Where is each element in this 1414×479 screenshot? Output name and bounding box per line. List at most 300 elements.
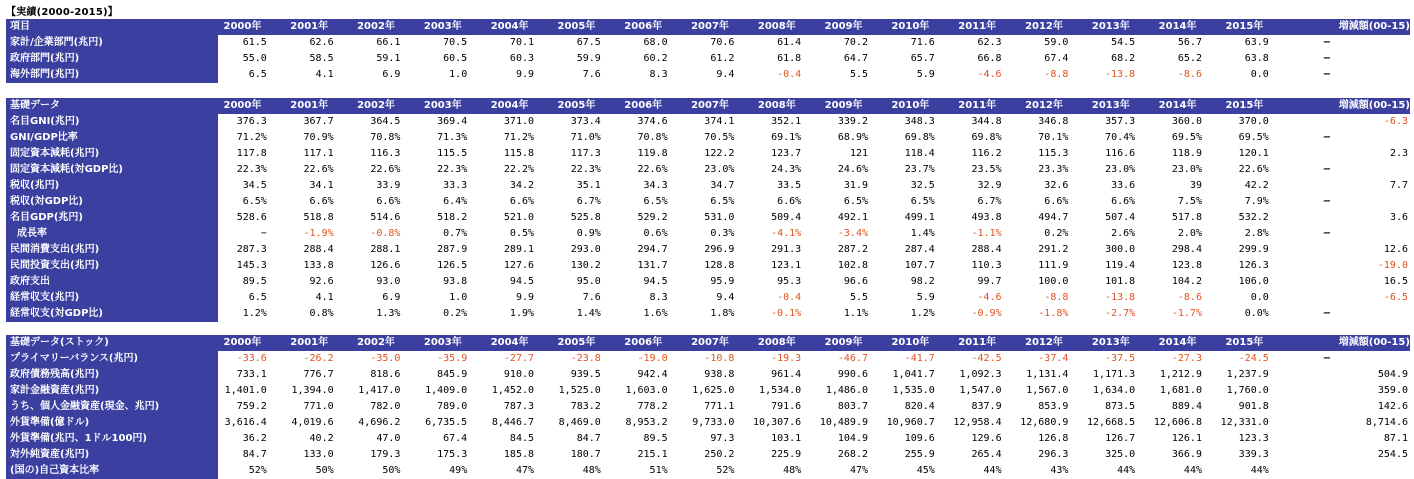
value-cell: 180.7 (570, 449, 601, 460)
value-cell: 374.1 (704, 116, 735, 127)
value-cell: 5.9 (916, 69, 935, 80)
value-cell: 0.9% (576, 228, 601, 239)
value-cell: 69.8% (904, 132, 935, 143)
value-cell: 529.2 (637, 212, 668, 223)
value-cell: 117.8 (236, 148, 267, 159)
value-cell: 60.5 (443, 53, 468, 64)
value-cell: 61.5 (242, 37, 267, 48)
value-cell: 759.2 (236, 401, 267, 412)
column-header: 2002年 (352, 19, 419, 35)
value-cell: 58.5 (309, 53, 334, 64)
value-cell: 115.3 (1038, 148, 1069, 159)
value-cell: 265.4 (971, 449, 1002, 460)
value-cell: 942.4 (637, 369, 668, 380)
value-cell: 9.9 (515, 292, 535, 303)
basic-data-table (6, 98, 1410, 322)
value-cell: 288.4 (971, 244, 1002, 255)
value-cell: 70.8% (370, 132, 401, 143)
value-cell: 778.2 (637, 401, 668, 412)
value-cell: 175.3 (437, 449, 468, 460)
row-label: プライマリーバランス(兆円) (6, 351, 218, 367)
value-cell: 9,733.0 (692, 417, 735, 428)
column-header: 2012年 (1020, 335, 1087, 351)
value-cell: 71.6 (910, 37, 935, 48)
value-cell: 12,958.4 (953, 417, 1002, 428)
value-cell: 357.3 (1105, 116, 1136, 127)
row-label: 名目GNI(兆円) (6, 114, 218, 130)
change-cell: − (1322, 53, 1332, 64)
column-header: 2009年 (819, 98, 886, 114)
value-cell: 12,331.0 (1220, 417, 1269, 428)
column-header: 2013年 (1086, 335, 1153, 351)
value-cell: 4.1 (315, 69, 334, 80)
column-header: 2005年 (552, 19, 619, 35)
value-cell: -0.4 (777, 292, 802, 303)
value-cell: 118.4 (904, 148, 935, 159)
value-cell: 6.4% (443, 196, 468, 207)
value-cell: 364.5 (370, 116, 401, 127)
value-cell: 104.9 (837, 433, 868, 444)
value-cell: 59.1 (376, 53, 401, 64)
value-cell: 287.9 (437, 244, 468, 255)
value-cell: 791.6 (771, 401, 802, 412)
column-header: 2000年 (218, 19, 285, 35)
value-cell: 93.8 (443, 276, 468, 287)
table-header-label: 基礎データ(ストック) (6, 335, 218, 351)
value-cell: 65.2 (1177, 53, 1202, 64)
value-cell: 9.4 (716, 69, 735, 80)
value-cell: 531.0 (704, 212, 735, 223)
value-cell: 6.5 (248, 69, 267, 80)
value-cell: 43% (1050, 465, 1069, 476)
value-cell: 126.7 (1105, 433, 1136, 444)
table-row (6, 447, 1410, 463)
value-cell: 360.0 (1171, 116, 1202, 127)
value-cell: 1,041.7 (892, 369, 935, 380)
value-cell: 783.2 (570, 401, 601, 412)
value-cell: 116.2 (971, 148, 1002, 159)
value-cell: 507.4 (1105, 212, 1136, 223)
value-cell: -10.8 (704, 353, 735, 364)
value-cell: 35.1 (576, 180, 601, 191)
row-label: 税収(兆円) (6, 178, 218, 194)
column-header: 2010年 (886, 335, 953, 351)
table-row (6, 306, 1410, 322)
value-cell: 12,680.9 (1020, 417, 1069, 428)
header-row (6, 19, 1410, 35)
value-cell: 1.3% (376, 308, 401, 319)
value-cell: 938.8 (704, 369, 735, 380)
value-cell: 225.9 (771, 449, 802, 460)
value-cell: 95.9 (710, 276, 735, 287)
value-cell: 1.8% (710, 308, 735, 319)
row-label: 経常収支(兆円) (6, 290, 218, 306)
value-cell: 10,307.6 (753, 417, 802, 428)
table-row (6, 463, 1410, 479)
value-cell: 6.9 (382, 292, 401, 303)
value-cell: 61.2 (710, 53, 735, 64)
value-cell: 6.6% (777, 196, 802, 207)
value-cell: 845.9 (437, 369, 468, 380)
value-cell: 7.5% (1177, 196, 1202, 207)
value-cell: 71.2% (236, 132, 267, 143)
value-cell: 45% (916, 465, 935, 476)
value-cell: 298.4 (1171, 244, 1202, 255)
column-header: 2015年 (1220, 98, 1287, 114)
column-header: 2011年 (953, 19, 1020, 35)
value-cell: 67.4 (443, 433, 468, 444)
value-cell: 70.1 (509, 37, 535, 48)
value-cell: -4.1% (771, 228, 802, 239)
value-cell: -0.1% (771, 308, 802, 319)
row-label: 税収(対GDP比) (6, 194, 218, 210)
table-row (6, 114, 1410, 130)
value-cell: 1,394.0 (291, 385, 334, 396)
value-cell: 34.3 (643, 180, 668, 191)
value-cell: 130.2 (570, 260, 601, 271)
column-header: 2012年 (1020, 98, 1087, 114)
value-cell: 123.8 (1171, 260, 1202, 271)
value-cell: 99.7 (977, 276, 1002, 287)
row-label: 家計/企業部門(兆円) (6, 35, 218, 51)
value-cell: 104.2 (1171, 276, 1202, 287)
value-cell: 8,953.2 (625, 417, 668, 428)
row-label: 海外部門(兆円) (6, 67, 218, 83)
value-cell: 55.0 (242, 53, 267, 64)
value-cell: 56.7 (1177, 37, 1202, 48)
value-cell: 1,171.3 (1093, 369, 1136, 380)
value-cell: 873.5 (1105, 401, 1136, 412)
value-cell: 8,469.0 (558, 417, 601, 428)
change-cell: 8,714.6 (1365, 417, 1408, 428)
value-cell: 10,489.9 (819, 417, 868, 428)
change-cell: 87.1 (1383, 433, 1408, 444)
value-cell: 111.9 (1038, 260, 1069, 271)
column-header: 2002年 (352, 98, 419, 114)
table-row (6, 210, 1410, 226)
value-cell: 48% (582, 465, 601, 476)
value-cell: 789.0 (437, 401, 468, 412)
value-cell: 117.3 (570, 148, 601, 159)
value-cell: 120.1 (1238, 148, 1269, 159)
value-cell: -8.8 (1044, 69, 1069, 80)
stock-data-table (6, 335, 1410, 479)
column-header: 増減額(00-15) (1287, 19, 1410, 35)
table-header-label: 項目 (6, 19, 218, 35)
value-cell: 44% (1183, 465, 1202, 476)
value-cell: 818.6 (370, 369, 401, 380)
value-cell: 95.0 (576, 276, 601, 287)
value-cell: 59.9 (576, 53, 601, 64)
value-cell: 23.0% (1105, 164, 1136, 175)
value-cell: 22.6% (637, 164, 668, 175)
value-cell: 294.7 (637, 244, 668, 255)
value-cell: 6.5% (643, 196, 668, 207)
value-cell: 1.2% (910, 308, 935, 319)
value-cell: 1,401.0 (224, 385, 267, 396)
value-cell: 32.6 (1044, 180, 1069, 191)
table-row (6, 242, 1410, 258)
value-cell: 0.0 (1250, 292, 1269, 303)
value-cell: 939.5 (570, 369, 601, 380)
value-cell: 65.7 (910, 53, 935, 64)
value-cell: 990.6 (837, 369, 868, 380)
value-cell: 528.6 (236, 212, 267, 223)
value-cell: 300.0 (1105, 244, 1136, 255)
value-cell: 521.0 (503, 212, 535, 223)
value-cell: 376.3 (236, 116, 267, 127)
value-cell: 6.6% (376, 196, 401, 207)
value-cell: 89.5 (242, 276, 267, 287)
column-header: 2000年 (218, 98, 285, 114)
column-header: 2008年 (752, 98, 819, 114)
value-cell: -35.0 (370, 353, 401, 364)
value-cell: 346.8 (1038, 116, 1069, 127)
change-cell: 504.9 (1377, 369, 1408, 380)
value-cell: 532.2 (1238, 212, 1269, 223)
value-cell: 287.2 (837, 244, 868, 255)
value-cell: -1.1% (971, 228, 1002, 239)
column-header: 2001年 (285, 98, 352, 114)
value-cell: 98.2 (910, 276, 935, 287)
value-cell: -1.8% (1038, 308, 1069, 319)
table-row (6, 194, 1410, 210)
value-cell: 7.6 (582, 292, 601, 303)
value-cell: 0.3% (710, 228, 735, 239)
value-cell: 367.7 (303, 116, 334, 127)
value-cell: 64.7 (843, 53, 868, 64)
column-header: 2014年 (1153, 335, 1220, 351)
column-header: 2008年 (752, 19, 819, 35)
value-cell: 44% (1250, 465, 1269, 476)
value-cell: 901.8 (1238, 401, 1269, 412)
value-cell: 1,534.0 (759, 385, 802, 396)
value-cell: 96.6 (843, 276, 868, 287)
column-header: 増減額(00-15) (1287, 335, 1410, 351)
table-row (6, 290, 1410, 306)
table-row (6, 415, 1410, 431)
value-cell: 1,486.0 (825, 385, 868, 396)
column-header: 2013年 (1086, 19, 1153, 35)
value-cell: 6.7% (576, 196, 601, 207)
value-cell: 6.5% (910, 196, 935, 207)
value-cell: 1,237.9 (1226, 369, 1269, 380)
column-header: 2006年 (619, 335, 686, 351)
value-cell: 6.6% (1044, 196, 1069, 207)
value-cell: 8.3 (649, 69, 668, 80)
column-header: 2003年 (418, 335, 485, 351)
value-cell: 123.1 (771, 260, 802, 271)
value-cell: 119.4 (1105, 260, 1136, 271)
value-cell: 837.9 (971, 401, 1002, 412)
value-cell: 1,452.0 (491, 385, 535, 396)
value-cell: -4.6 (977, 292, 1002, 303)
value-cell: 33.5 (777, 180, 802, 191)
table-header-label: 基礎データ (6, 98, 218, 114)
value-cell: -27.7 (503, 353, 535, 364)
column-header: 2014年 (1153, 19, 1220, 35)
value-cell: 6.6% (509, 196, 535, 207)
value-cell: 127.6 (503, 260, 535, 271)
value-cell: 119.8 (637, 148, 668, 159)
value-cell: 370.0 (1238, 116, 1269, 127)
table-row (6, 431, 1410, 447)
change-cell: 254.5 (1377, 449, 1408, 460)
value-cell: 23.7% (904, 164, 935, 175)
value-cell: 60.2 (643, 53, 668, 64)
value-cell: 22.6% (370, 164, 401, 175)
value-cell: 4,019.6 (291, 417, 334, 428)
value-cell: 2.8% (1244, 228, 1269, 239)
value-cell: 32.5 (910, 180, 935, 191)
row-label: 政府部門(兆円) (6, 51, 218, 67)
value-cell: 6,735.5 (425, 417, 468, 428)
value-cell: 117.1 (303, 148, 334, 159)
value-cell: 1.1% (843, 308, 868, 319)
value-cell: 131.7 (637, 260, 668, 271)
column-header: 2007年 (686, 19, 753, 35)
value-cell: 525.8 (570, 212, 601, 223)
value-cell: 9.9 (515, 69, 535, 80)
table-row (6, 274, 1410, 290)
value-cell: 116.3 (370, 148, 401, 159)
value-cell: -0.4 (777, 69, 802, 80)
value-cell: 296.9 (704, 244, 735, 255)
value-cell: 12,668.5 (1087, 417, 1136, 428)
value-cell: 123.3 (1238, 433, 1269, 444)
value-cell: 6.6% (1111, 196, 1136, 207)
value-cell: 803.7 (837, 401, 868, 412)
value-cell: 0.0 (1250, 69, 1269, 80)
value-cell: 499.1 (904, 212, 935, 223)
change-cell: 7.7 (1389, 180, 1408, 191)
value-cell: -13.8 (1105, 69, 1136, 80)
value-cell: 52% (248, 465, 267, 476)
value-cell: 288.1 (370, 244, 401, 255)
table-row (6, 258, 1410, 274)
row-label: 外貨準備(兆円、1ドル100円) (6, 431, 218, 447)
page-title: 【実績(2000-2015)】 (6, 7, 118, 18)
table-row (6, 146, 1410, 162)
value-cell: 339.3 (1238, 449, 1269, 460)
row-label: (国の)自己資本比率 (6, 463, 218, 479)
value-cell: 1,535.0 (892, 385, 935, 396)
column-header: 2008年 (752, 335, 819, 351)
column-header: 2005年 (552, 98, 619, 114)
value-cell: 47% (849, 465, 868, 476)
value-cell: 128.8 (704, 260, 735, 271)
value-cell: -2.7% (1105, 308, 1136, 319)
value-cell: 71.3% (437, 132, 468, 143)
value-cell: 103.1 (771, 433, 802, 444)
value-cell: -35.9 (437, 353, 468, 364)
value-cell: 70.6 (710, 37, 735, 48)
value-cell: 3,616.4 (224, 417, 267, 428)
value-cell: 5.9 (916, 292, 935, 303)
value-cell: 1,547.0 (959, 385, 1002, 396)
value-cell: 325.0 (1105, 449, 1136, 460)
value-cell: 366.9 (1171, 449, 1202, 460)
change-cell (1287, 463, 1410, 479)
value-cell: 115.5 (437, 148, 468, 159)
change-cell: − (1322, 69, 1332, 80)
column-header: 2006年 (619, 98, 686, 114)
column-header: 2010年 (886, 19, 953, 35)
value-cell: 33.3 (443, 180, 468, 191)
value-cell: 1,417.0 (358, 385, 401, 396)
value-cell: -26.2 (303, 353, 334, 364)
value-cell: -33.6 (236, 353, 267, 364)
value-cell: 22.3% (570, 164, 601, 175)
value-cell: 59.0 (1044, 37, 1069, 48)
column-header: 2002年 (352, 335, 419, 351)
value-cell: 296.3 (1038, 449, 1069, 460)
value-cell: 70.9% (303, 132, 334, 143)
value-cell: 68.2 (1111, 53, 1136, 64)
value-cell: 84.5 (509, 433, 535, 444)
value-cell: 493.8 (971, 212, 1002, 223)
value-cell: 70.8% (637, 132, 668, 143)
value-cell: 69.5% (1238, 132, 1269, 143)
value-cell: 84.7 (576, 433, 601, 444)
value-cell: 10,960.7 (886, 417, 935, 428)
value-cell: 494.7 (1038, 212, 1069, 223)
table-row (6, 367, 1410, 383)
value-cell: -41.7 (904, 353, 935, 364)
value-cell: 22.2% (503, 164, 535, 175)
value-cell: 118.9 (1171, 148, 1202, 159)
value-cell: 289.1 (503, 244, 535, 255)
value-cell: 0.2% (1044, 228, 1069, 239)
value-cell: 185.8 (503, 449, 535, 460)
value-cell: 1,525.0 (558, 385, 601, 396)
change-cell: − (1322, 353, 1332, 364)
column-header: 2005年 (552, 335, 619, 351)
value-cell: 100.0 (1038, 276, 1069, 287)
value-cell: 67.4 (1044, 53, 1069, 64)
column-header: 2014年 (1153, 98, 1220, 114)
value-cell: 94.5 (643, 276, 668, 287)
value-cell: 63.8 (1244, 53, 1269, 64)
value-cell: 5.5 (849, 292, 868, 303)
column-header: 2015年 (1220, 19, 1287, 35)
value-cell: 0.0% (1244, 308, 1269, 319)
change-cell: 16.5 (1383, 276, 1408, 287)
value-cell: 9.4 (716, 292, 735, 303)
value-cell: 145.3 (236, 260, 267, 271)
value-cell: 102.8 (837, 260, 868, 271)
column-header: 2007年 (686, 335, 753, 351)
value-cell: -19.3 (771, 353, 802, 364)
value-cell: 61.8 (777, 53, 802, 64)
value-cell: -0.9% (971, 308, 1002, 319)
value-cell: 23.0% (704, 164, 735, 175)
value-cell: 820.4 (904, 401, 935, 412)
value-cell: 0.2% (443, 308, 468, 319)
value-cell: 348.3 (904, 116, 935, 127)
table-row (6, 399, 1410, 415)
value-cell: 92.6 (309, 276, 334, 287)
value-cell: 1,409.0 (425, 385, 468, 396)
change-cell: 3.6 (1389, 212, 1408, 223)
column-header: 2007年 (686, 98, 753, 114)
value-cell: 291.2 (1038, 244, 1069, 255)
value-cell: 62.3 (977, 37, 1002, 48)
value-cell: 69.1% (771, 132, 802, 143)
value-cell: 24.3% (771, 164, 802, 175)
value-cell: 32.9 (977, 180, 1002, 191)
value-cell: 961.4 (771, 369, 802, 380)
